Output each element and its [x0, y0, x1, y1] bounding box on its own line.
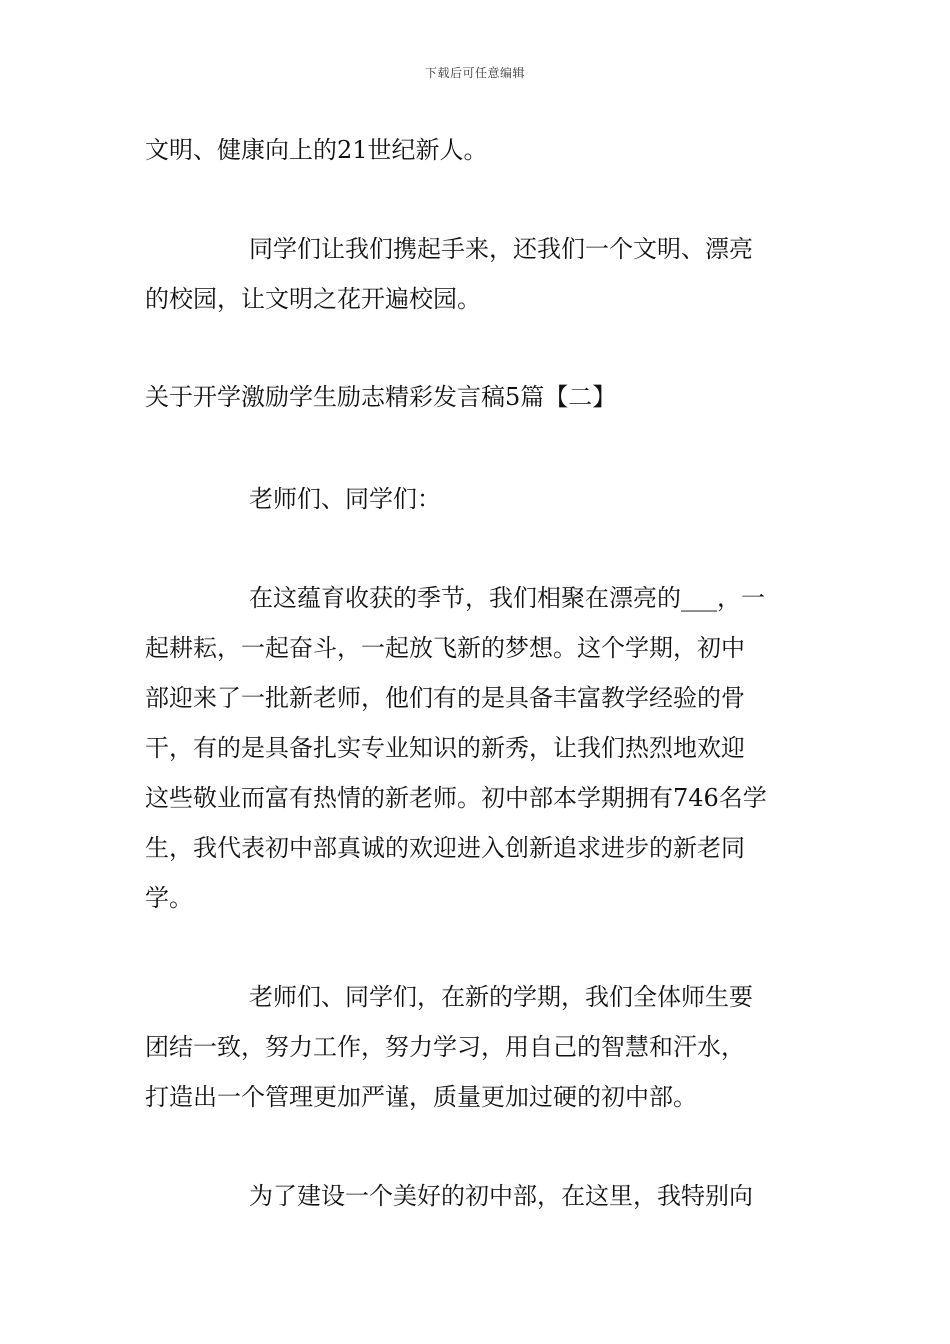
text-line: 团结一致，努力工作，努力学习，用自己的智慧和汗水，	[145, 1033, 745, 1061]
text-line: 打造出一个管理更加严谨，质量更加过硬的初中部。	[145, 1083, 697, 1111]
salutation	[145, 474, 807, 524]
paragraph-continuation	[145, 125, 807, 175]
text-line: 部迎来了一批新老师，他们有的是具备丰富教学经验的骨	[145, 684, 745, 712]
text-line: 起耕耘，一起奋斗，一起放飞新的梦想。这个学期，初中	[145, 634, 745, 662]
paragraph-call-to-action	[145, 224, 807, 324]
text-line: 的校园，让文明之花开遍校园。	[145, 285, 481, 313]
text-line: 老师们、同学们，在新的学期，我们全体师生要	[249, 983, 753, 1011]
page-header: 下载后可任意编辑	[424, 66, 525, 80]
paragraph-closing-start	[145, 1171, 807, 1221]
text-line: 生，我代表初中部真诚的欢迎进入创新追求进步的新老同	[145, 834, 745, 862]
text-line: 这些敬业而富有热情的新老师。初中部本学期拥有746名学	[145, 784, 767, 812]
paragraph-welcome	[145, 573, 807, 923]
text-line: 老师们、同学们：	[249, 485, 441, 513]
text-line: 在这蕴育收获的季节，我们相聚在漂亮的___，一	[249, 584, 765, 612]
text-line: 文明、健康向上的21世纪新人。	[145, 136, 488, 164]
text-line: 为了建设一个美好的初中部，在这里，我特别向	[249, 1182, 753, 1210]
paragraph-unity	[145, 972, 807, 1122]
text-line: 干，有的是具备扎实专业知识的新秀，让我们热烈地欢迎	[145, 734, 745, 762]
text-line: 学。	[145, 884, 193, 912]
section-title: 关于开学激励学生励志精彩发言稿5篇【二】	[145, 383, 617, 411]
text-line: 同学们让我们携起手来，还我们一个文明、漂亮	[249, 235, 753, 263]
section-heading	[145, 372, 807, 422]
